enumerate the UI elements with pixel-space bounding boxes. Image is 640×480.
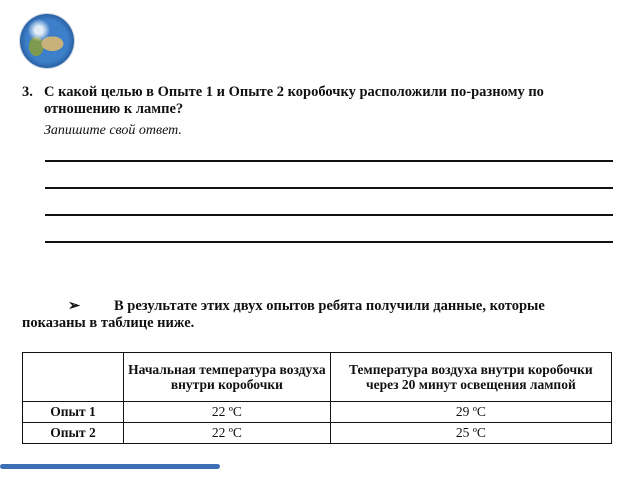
result-text-first: В результате этих двух опытов ребята получили данные, которые	[114, 298, 545, 314]
row-label: Опыт 1	[23, 402, 124, 423]
answer-instruction: Запишите свой ответ.	[44, 123, 182, 138]
table-row	[23, 402, 612, 423]
answer-line-4[interactable]	[45, 241, 613, 243]
question-number: 3.	[22, 84, 33, 100]
answer-line-2[interactable]	[45, 187, 613, 189]
answer-line-1[interactable]	[45, 160, 613, 162]
answer-lines[interactable]	[45, 160, 613, 268]
results-table	[22, 352, 612, 444]
globe-icon	[20, 14, 74, 68]
question-text: С какой целью в Опыте 1 и Опыте 2 коробочку расположили по-разному по отношению к лампе?	[44, 84, 544, 117]
accent-bar	[0, 464, 220, 469]
answer-line-3[interactable]	[45, 214, 613, 216]
table-header-after-temp: Температура воздуха внутри коробочки через 20 минут освещения лампой	[330, 353, 611, 402]
table-header-row	[23, 353, 612, 402]
table-header-start-temp: Начальная температура воздуха внутри коробочки	[124, 353, 331, 402]
row-label: Опыт 2	[23, 423, 124, 444]
question-line	[22, 84, 618, 118]
table-header-empty	[23, 353, 124, 402]
start-temp-cell: 22 ºС	[124, 402, 331, 423]
after-temp-cell: 29 ºС	[330, 402, 611, 423]
start-temp-cell: 22 ºС	[124, 423, 331, 444]
table-row	[23, 423, 612, 444]
arrow-bullet-icon: ➢	[68, 298, 81, 314]
result-paragraph	[22, 298, 618, 332]
result-text-rest: показаны в таблице ниже.	[22, 315, 195, 331]
question-block	[22, 84, 618, 139]
after-temp-cell: 25 ºС	[330, 423, 611, 444]
